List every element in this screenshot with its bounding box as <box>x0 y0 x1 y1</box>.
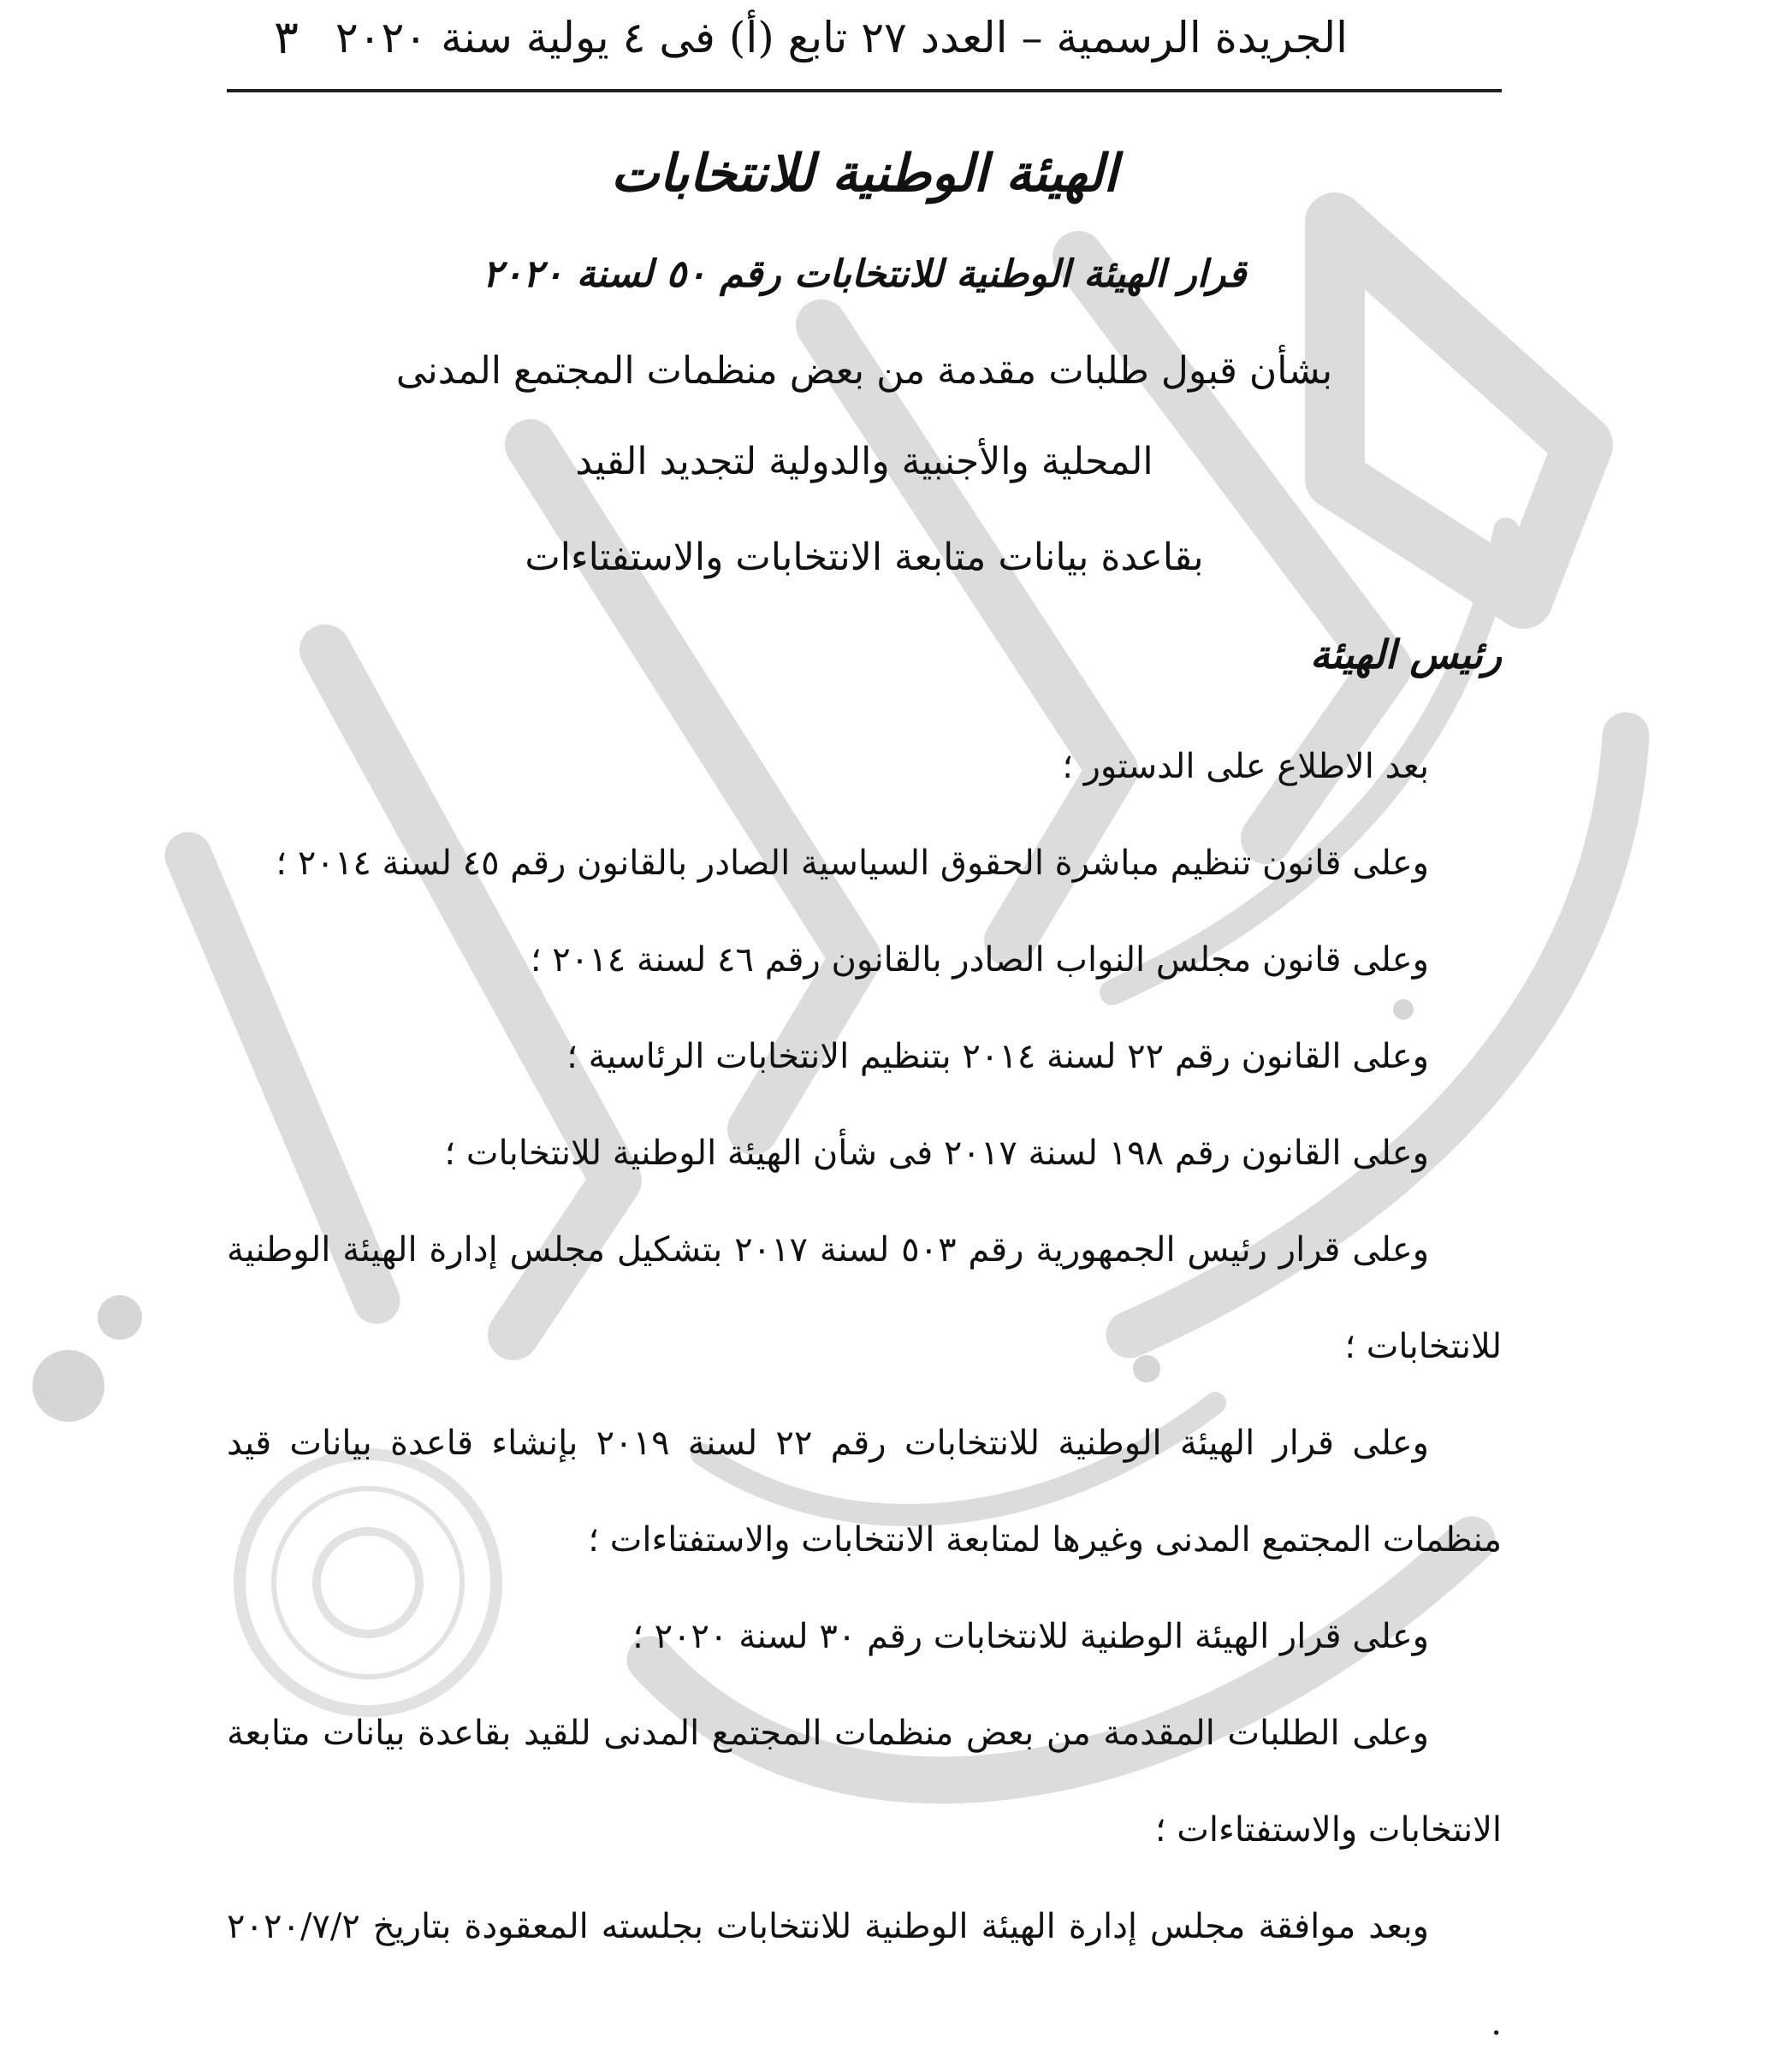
preamble-clause: وعلى قانون تنظيم مباشرة الحقوق السياسية الصادر بالقانون رقم ٤٥ لسنة ٢٠١٤ ؛ <box>276 844 1429 883</box>
preamble-clause: وبعد موافقة مجلس إدارة الهيئة الوطنية للانتخابات بجلسته المعقودة بتاريخ ٢٠٢٠/٧/٢ . <box>227 1907 1502 2043</box>
gazette-header <box>227 7 1502 75</box>
preamble-clause: وعلى الطلبات المقدمة من بعض منظمات المجتمع المدنى للقيد بقاعدة بيانات متابعة الانتخابات والاستفتاءات ؛ <box>227 1714 1502 1850</box>
preamble-clauses <box>227 719 1502 2072</box>
preamble-clause: وعلى قانون مجلس النواب الصادر بالقانون رقم ٤٦ لسنة ٢٠١٤ ؛ <box>530 940 1429 980</box>
preamble-clause: وعلى القانون رقم ١٩٨ لسنة ٢٠١٧ فى شأن الهيئة الوطنية للانتخابات ؛ <box>444 1134 1429 1173</box>
preamble-clause: وعلى قرار رئيس الجمهورية رقم ٥٠٣ لسنة ٢٠١٧ بتشكيل مجلس إدارة الهيئة الوطنية للانتخابات ؛ <box>227 1230 1502 1366</box>
authority-title: الهيئة الوطنية للانتخابات <box>610 144 1118 204</box>
preamble-clause: وعلى القانون رقم ٢٢ لسنة ٢٠١٤ بتنظيم الانتخابات الرئاسية ؛ <box>566 1037 1429 1076</box>
decree-subject-line: بشأن قبول طلبات مقدمة من بعض منظمات المجتمع المدنى <box>395 349 1333 393</box>
gazette-header-title: الجريدة الرسمية – العدد ٢٧ تابع (أ) فى ٤ يولية سنة ٢٠٢٠ <box>335 13 1348 62</box>
document-page <box>227 0 1502 2043</box>
preamble-clause: وعلى قرار الهيئة الوطنية للانتخابات رقم ٢٢ لسنة ٢٠١٩ بإنشاء قاعدة بيانات قيد منظمات المجتمع المدنى وغيرها لمتابعة الانتخابات والاستفتاءات ؛ <box>227 1424 1502 1560</box>
issuer-heading: رئيس الهيئة <box>1310 631 1502 678</box>
decree-title: قرار الهيئة الوطنية للانتخابات رقم ٥٠ لسنة ٢٠٢٠ <box>482 252 1247 296</box>
preamble-clause: وعلى قرار الهيئة الوطنية للانتخابات رقم ٣٠ لسنة ٢٠٢٠ ؛ <box>632 1617 1429 1656</box>
header-divider <box>227 89 1502 92</box>
page-number: ٣ <box>274 10 299 64</box>
decree-subject-line: المحلية والأجنبية والدولية لتجديد القيد <box>575 440 1153 483</box>
preamble-clause: بعد الاطلاع على الدستور ؛ <box>1062 747 1429 786</box>
decree-subject-line: بقاعدة بيانات متابعة الانتخابات والاستفتاءات <box>525 536 1204 579</box>
